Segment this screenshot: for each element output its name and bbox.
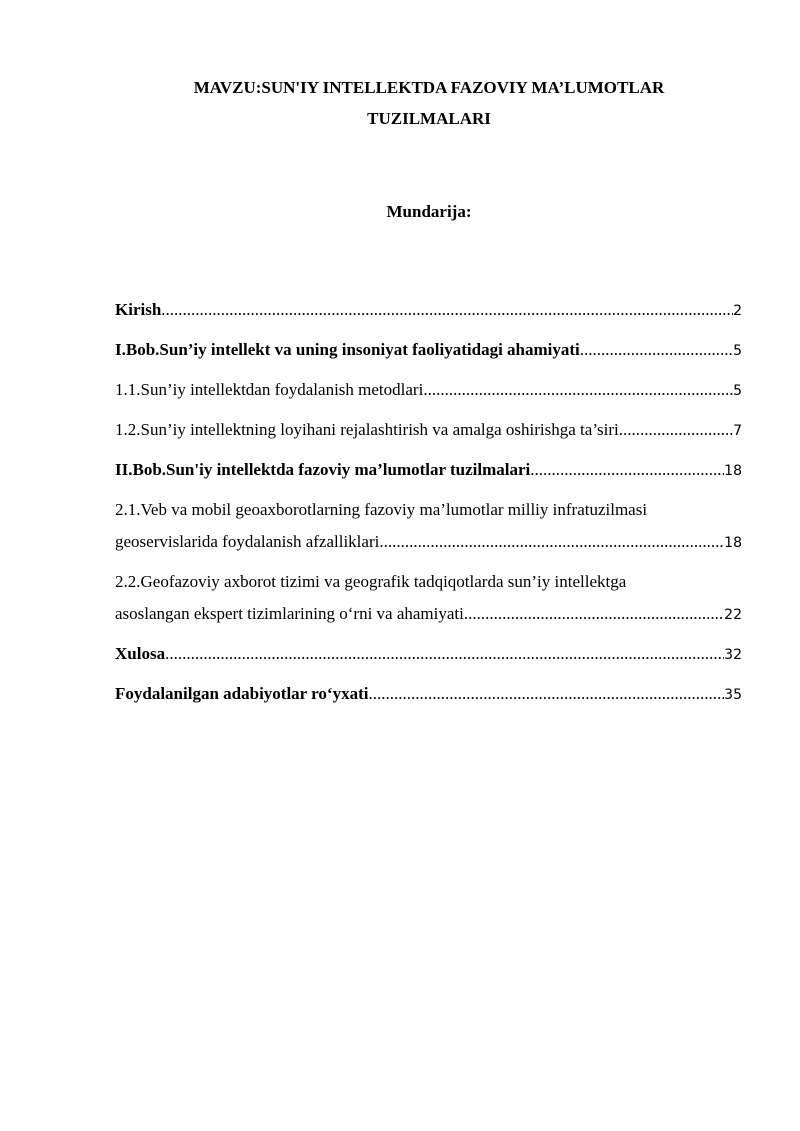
dot-leader xyxy=(165,638,724,670)
toc-entry-text: 1.1.Sun’iy intellektdan foydalanish metodlari xyxy=(115,380,424,399)
dot-leader xyxy=(423,374,733,406)
toc-entry-xulosa xyxy=(115,638,742,671)
toc-entry-text: Kirish xyxy=(115,300,162,319)
table-of-contents xyxy=(115,294,742,718)
title-line-1: MAVZU:SUN'IY INTELLEKTDA FAZOVIY MA’LUMOTLAR xyxy=(193,78,665,97)
toc-page-number: 32 xyxy=(724,647,742,663)
dot-leader xyxy=(619,414,733,446)
toc-entry-text: Xulosa xyxy=(115,644,166,663)
title-line-2: TUZILMALARI xyxy=(367,109,491,128)
toc-entry-section-1-1 xyxy=(115,374,742,407)
toc-entry-text: asoslangan ekspert tizimlarining o‘rni va ahamiyati xyxy=(115,604,464,623)
toc-page-number: 18 xyxy=(724,535,742,551)
toc-page-number: 18 xyxy=(724,463,742,479)
toc-entry-section-2-1 xyxy=(115,494,742,559)
toc-entry-text: geoservislarida foydalanish afzalliklari xyxy=(115,532,380,551)
toc-page-number: 7 xyxy=(733,423,742,439)
toc-page-number: 5 xyxy=(733,383,742,399)
toc-heading: Mundarija: xyxy=(386,202,472,221)
toc-entry-section-1-2 xyxy=(115,414,742,447)
toc-entry-bibliography xyxy=(115,678,742,711)
toc-entry-text: 1.2.Sun’iy intellektning loyihani rejalashtirish va amalga oshirishga ta’siri xyxy=(115,420,619,439)
toc-page-number: 2 xyxy=(733,303,742,319)
toc-entry-first-line: 2.1.Veb va mobil geoaxborotlarning fazoviy ma’lumotlar milliy infratuzilmasi xyxy=(115,500,648,519)
dot-leader xyxy=(161,294,733,326)
dot-leader xyxy=(530,454,724,486)
toc-entry-text: II.Bob.Sun'iy intellektda fazoviy ma’lumotlar tuzilmalari xyxy=(115,460,531,479)
toc-entry-chapter-2 xyxy=(115,454,742,487)
dot-leader xyxy=(464,598,724,630)
toc-page-number: 5 xyxy=(733,343,742,359)
dot-leader xyxy=(379,526,724,558)
toc-entry-first-line: 2.2.Geofazoviy axborot tizimi va geografik tadqiqotlarda sun’iy intellektga xyxy=(115,572,627,591)
dot-leader xyxy=(368,678,724,710)
toc-entry-text: I.Bob.Sun’iy intellekt va uning insoniyat faoliyatidagi ahamiyati xyxy=(115,340,580,359)
toc-entry-text: Foydalanilgan adabiyotlar ro‘yxati xyxy=(115,684,369,703)
toc-entry-chapter-1 xyxy=(115,334,742,367)
toc-page-number: 35 xyxy=(724,687,742,703)
toc-entry-section-2-2 xyxy=(115,566,742,631)
toc-entry-kirish xyxy=(115,294,742,327)
dot-leader xyxy=(580,334,733,366)
toc-page-number: 22 xyxy=(724,607,742,623)
document-title xyxy=(100,72,758,134)
